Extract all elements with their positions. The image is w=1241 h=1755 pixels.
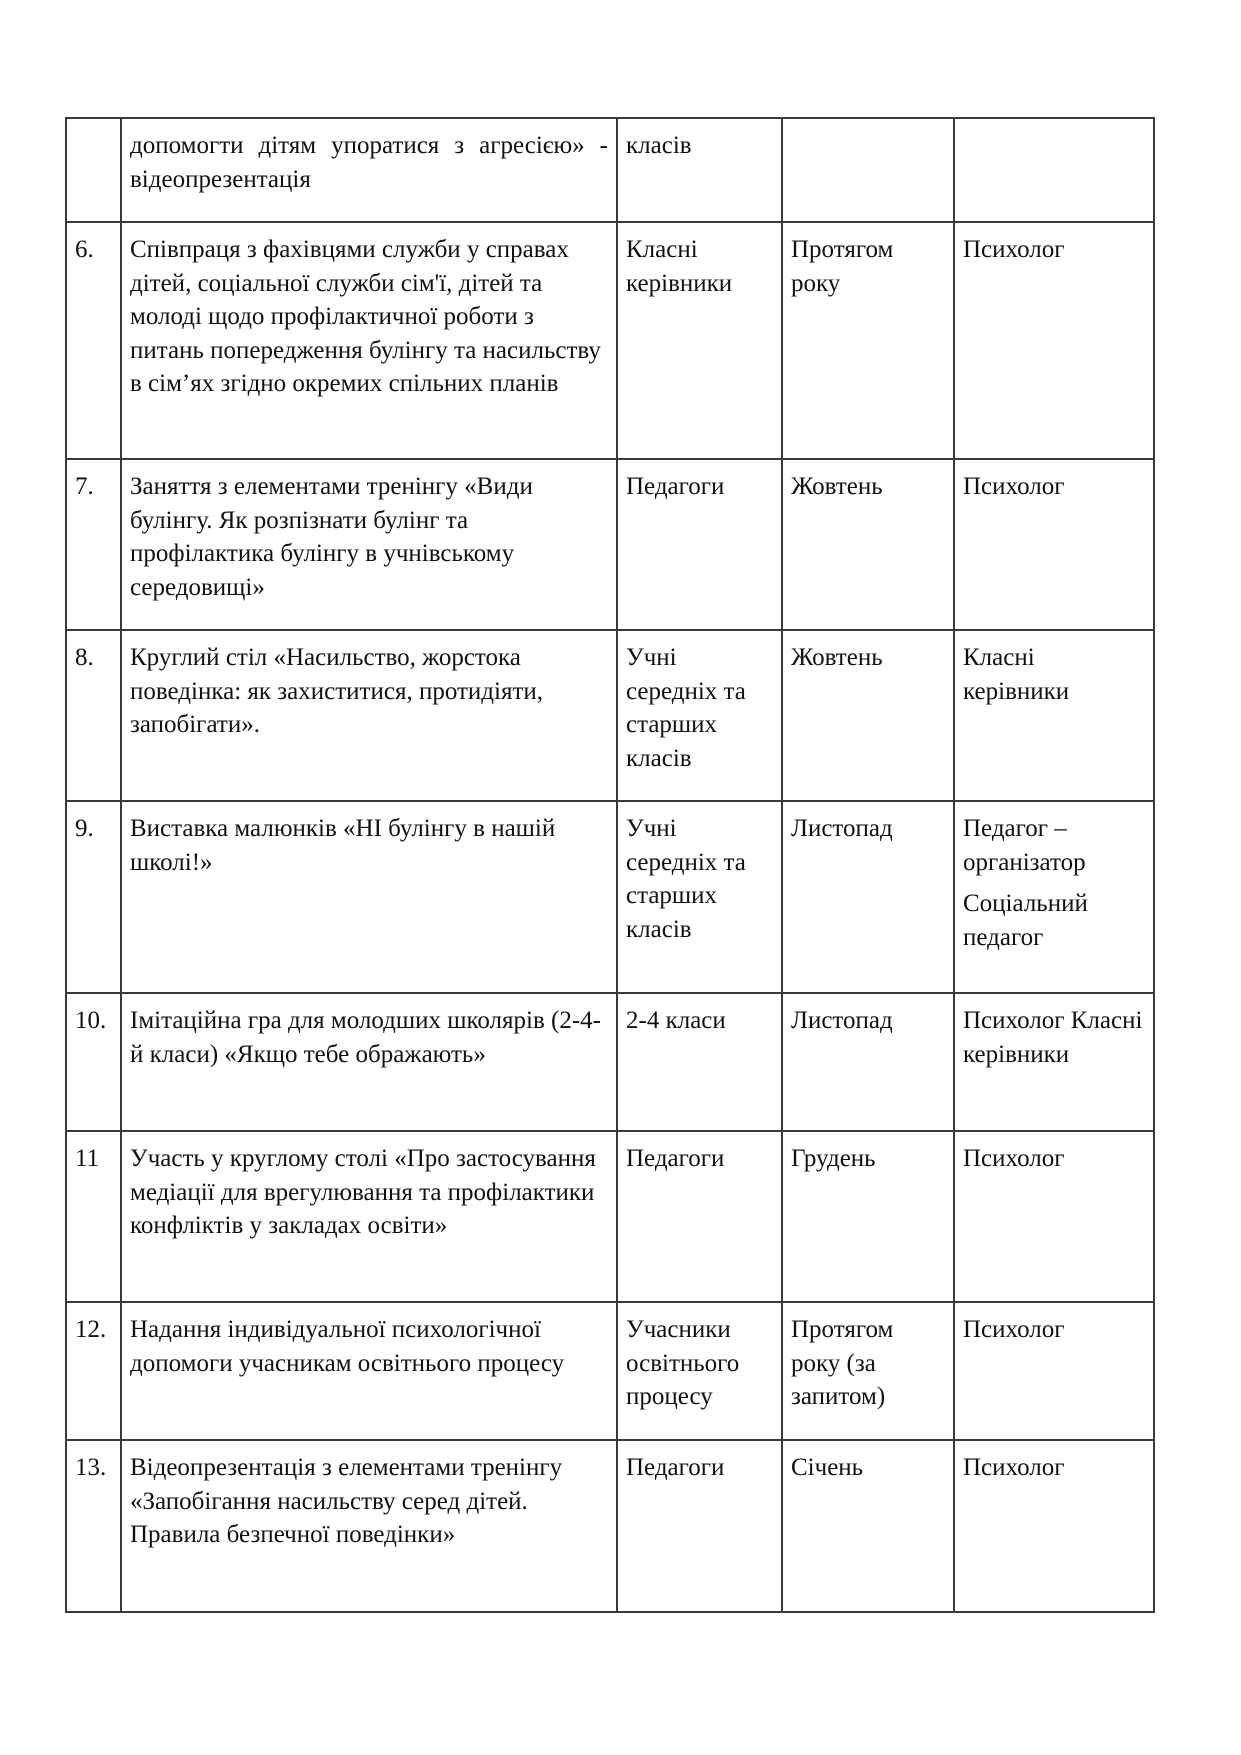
table-row xyxy=(66,1440,1154,1612)
term-cell xyxy=(782,118,954,222)
row-number: 12. xyxy=(66,1302,121,1440)
table-row xyxy=(66,459,1154,630)
row-number: 6. xyxy=(66,222,121,459)
participants-cell: Педагоги xyxy=(617,459,782,630)
activity-plan-table xyxy=(65,117,1155,1613)
table-row xyxy=(66,1302,1154,1440)
participants-cell: Учні середніх та старших класів xyxy=(617,801,782,993)
table-row xyxy=(66,1131,1154,1302)
row-number: 8. xyxy=(66,630,121,801)
activity-cell: Виставка малюнків «НІ булінгу в нашій школі!» xyxy=(121,801,617,993)
row-number: 11 xyxy=(66,1131,121,1302)
activity-cell: Співпраця з фахівцями служби у справах дітей, соціальної служби сім'ї, дітей та молоді щодо профілактичної роботи з питань попередження булінгу та насильству в сім’ях згідно окремих спільних планів xyxy=(121,222,617,459)
table-row xyxy=(66,801,1154,993)
term-cell: Грудень xyxy=(782,1131,954,1302)
activity-cell: Відеопрезентація з елементами тренінгу «Запобігання насильству серед дітей. Правила безпечної поведінки» xyxy=(121,1440,617,1612)
responsible-cell: Психолог xyxy=(954,459,1154,630)
participants-cell: Учні середніх та старших класів xyxy=(617,630,782,801)
responsible-cell: Психолог xyxy=(954,1131,1154,1302)
table-row xyxy=(66,630,1154,801)
table-row xyxy=(66,993,1154,1131)
responsible-cell: Психолог xyxy=(954,1440,1154,1612)
participants-cell: Педагоги xyxy=(617,1440,782,1612)
row-number: 7. xyxy=(66,459,121,630)
table-row xyxy=(66,222,1154,459)
term-cell: Протягом року xyxy=(782,222,954,459)
activity-cell: Імітаційна гра для молодших школярів (2-4-й класи) «Якщо тебе ображають» xyxy=(121,993,617,1131)
responsible-cell: Психолог xyxy=(954,1302,1154,1440)
term-cell: Листопад xyxy=(782,993,954,1131)
row-number xyxy=(66,118,121,222)
participants-cell: класів xyxy=(617,118,782,222)
responsible-primary: Педагог – організатор xyxy=(963,815,1086,876)
participants-cell: 2-4 класи xyxy=(617,993,782,1131)
row-number: 13. xyxy=(66,1440,121,1612)
row-number: 10. xyxy=(66,993,121,1131)
participants-cell: Учасники освітнього процесу xyxy=(617,1302,782,1440)
responsible-cell: Психолог Класні керівники xyxy=(954,993,1154,1131)
participants-cell: Класні керівники xyxy=(617,222,782,459)
activity-cell: допомогти дітям упоратися з агресією» - відеопрезентація xyxy=(121,118,617,222)
responsible-cell: Психолог xyxy=(954,222,1154,459)
term-cell: Жовтень xyxy=(782,459,954,630)
activity-cell: Надання індивідуальної психологічної допомоги учасникам освітнього процесу xyxy=(121,1302,617,1440)
participants-cell: Педагоги xyxy=(617,1131,782,1302)
responsible-secondary: Соціальний педагог xyxy=(963,890,1088,951)
activity-cell: Круглий стіл «Насильство, жорстока поведінка: як захиститися, протидіяти, запобігати». xyxy=(121,630,617,801)
responsible-cell: Класні керівники xyxy=(954,630,1154,801)
row-number: 9. xyxy=(66,801,121,993)
term-cell: Жовтень xyxy=(782,630,954,801)
term-cell: Січень xyxy=(782,1440,954,1612)
responsible-cell xyxy=(954,801,1154,993)
term-cell: Протягом року (за запитом) xyxy=(782,1302,954,1440)
activity-cell: Заняття з елементами тренінгу «Види булінгу. Як розпізнати булінг та профілактика булінгу в учнівському середовищі» xyxy=(121,459,617,630)
responsible-cell xyxy=(954,118,1154,222)
table-row xyxy=(66,118,1154,222)
term-cell: Листопад xyxy=(782,801,954,993)
activity-cell: Участь у круглому столі «Про застосування медіації для врегулювання та профілактики конфліктів у закладах освіти» xyxy=(121,1131,617,1302)
